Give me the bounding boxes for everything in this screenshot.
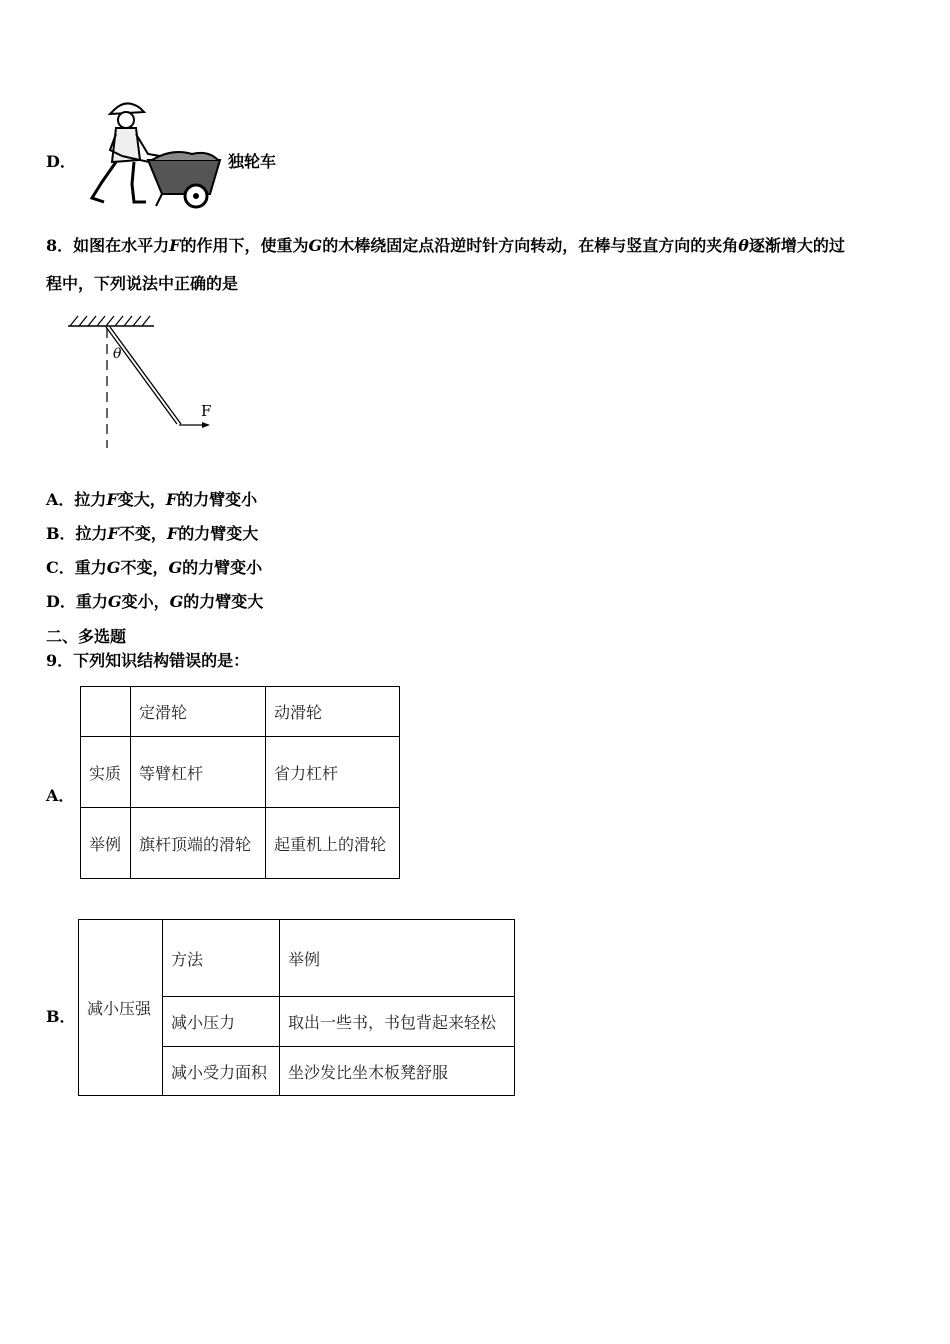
table-cell: 定滑轮: [131, 687, 266, 737]
table-cell: 方法: [163, 920, 280, 997]
rod-edge-1: [106, 327, 177, 424]
q8-stem-line1: [46, 236, 845, 256]
wheelbarrow-caption: 独轮车: [228, 152, 277, 171]
rod-figure: [60, 308, 230, 454]
q8-var-f: F: [169, 236, 181, 255]
table-cell: 旗杆顶端的滑轮: [131, 808, 266, 879]
table-cell: 取出一些书，书包背起来轻松: [280, 997, 515, 1047]
q8-option-b: B．拉力F不变，F的力臂变大: [46, 524, 259, 543]
table-cell: 等臂杠杆: [131, 737, 266, 808]
q8-text-c: 的木棒绕固定点沿逆时针方向转动，在棒与竖直方向的夹角: [322, 236, 739, 255]
theta-label: θ: [113, 346, 122, 362]
table-cell: 省力杠杆: [266, 737, 400, 808]
q8-option-a: A．拉力F变大，F的力臂变小: [46, 490, 258, 509]
q8-text-d: 逐渐增大的过: [748, 236, 845, 255]
table-cell: 减小受力面积: [163, 1047, 280, 1096]
q9-stem: 9．下列知识结构错误的是：: [46, 651, 250, 670]
table-cell: 起重机上的滑轮: [266, 808, 400, 879]
table-cell: 动滑轮: [266, 687, 400, 737]
option-d-label: D．: [46, 152, 76, 171]
rod-edge-2: [110, 327, 181, 424]
force-label: F: [201, 402, 212, 420]
table-row: [79, 920, 515, 997]
table-cell: 实质: [81, 737, 131, 808]
table-cell: 举例: [81, 808, 131, 879]
pulley-table: [80, 686, 400, 879]
arrow-head-icon: [202, 422, 210, 428]
q8-option-d: D．重力G变小，G的力臂变大: [46, 592, 264, 611]
table-row: [81, 687, 400, 737]
ceiling-hatch: [70, 316, 150, 326]
q8-stem-line2: 程中，下列说法中正确的是: [46, 274, 239, 293]
table-cell: 减小压强: [79, 920, 163, 1096]
table-cell: 减小压力: [163, 997, 280, 1047]
q8-var-g: G: [308, 236, 323, 255]
wheelbarrow-illustration: [82, 98, 222, 210]
q9-option-a-label: A．: [46, 786, 75, 805]
table-cell: 坐沙发比坐木板凳舒服: [280, 1047, 515, 1096]
pressure-table: [78, 919, 515, 1096]
q8-text-a: 8．如图在水平力: [46, 236, 170, 255]
table-cell: 举例: [280, 920, 515, 997]
section-title: 二、多选题: [46, 627, 127, 646]
q8-option-c: C．重力G不变，G的力臂变小: [46, 558, 263, 577]
q8-text-b: 的作用下，使重为: [180, 236, 309, 255]
table-cell: [81, 687, 131, 737]
q8-var-theta: θ: [738, 236, 749, 255]
table-row: [81, 808, 400, 879]
q9-option-b-label: B．: [46, 1007, 76, 1026]
table-row: [81, 737, 400, 808]
